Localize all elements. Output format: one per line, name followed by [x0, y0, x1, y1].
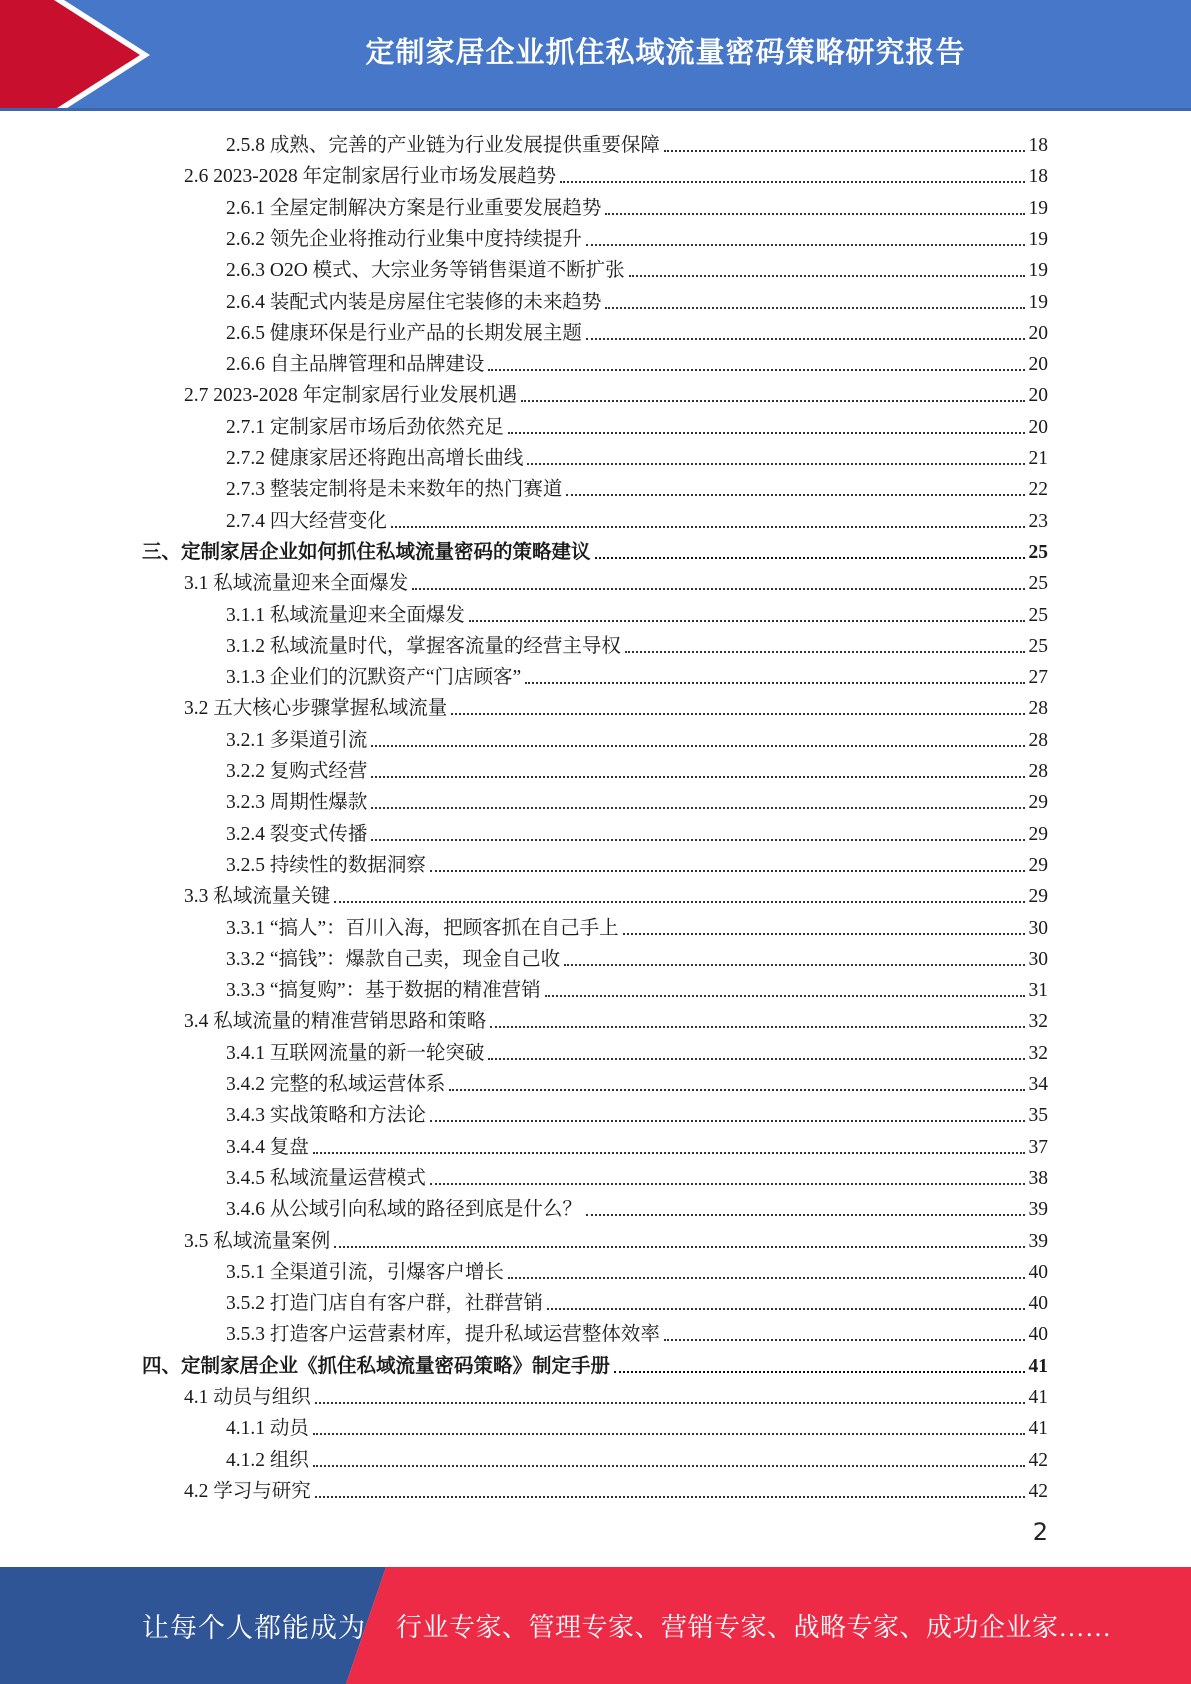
- toc-entry-page: 42: [1028, 1480, 1048, 1502]
- red-chevron-logo: [0, 0, 160, 110]
- toc-entry-title: 3.3.1 “搞人”：百川入海，把顾客抓在自己手上: [226, 917, 619, 939]
- toc-entry-title: 3.4.6 从公域引向私域的路径到底是什么？: [226, 1199, 582, 1221]
- toc-dot-leader: [371, 807, 1024, 809]
- toc-dot-leader: [525, 682, 1024, 684]
- toc-entry-title: 3.5.1 全渠道引流，引爆客户增长: [226, 1261, 504, 1283]
- toc-entry-page: 42: [1028, 1449, 1048, 1471]
- toc-entry[interactable]: [226, 221, 1048, 252]
- toc-entry-title: 3.1.3 企业们的沉默资产“门店顾客”: [226, 667, 522, 689]
- toc-entry[interactable]: [184, 878, 1048, 909]
- toc-entry-title: 3.3 私域流量关键: [184, 886, 331, 908]
- toc-dot-leader: [586, 338, 1025, 340]
- toc-dot-leader: [586, 1214, 1025, 1216]
- toc-entry-page: 25: [1028, 541, 1048, 563]
- toc-dot-leader: [605, 307, 1024, 309]
- toc-entry-title: 3.1.1 私域流量迎来全面爆发: [226, 604, 465, 626]
- toc-entry-title: 4.1 动员与组织: [184, 1387, 311, 1408]
- toc-entry-page: 19: [1028, 291, 1048, 313]
- toc-dot-leader: [490, 1026, 1024, 1028]
- footer-slogan-right: 行业专家、管理专家、营销专家、战略专家、成功企业家……: [396, 1613, 1112, 1642]
- toc-entry-page: 41: [1028, 1355, 1048, 1377]
- toc-entry[interactable]: [226, 1129, 1048, 1160]
- toc-entry-title: 3.5 私域流量案例: [184, 1230, 331, 1252]
- toc-entry-title: 3.1 私域流量迎来全面爆发: [184, 573, 409, 595]
- toc-entry-title: 2.7.1 定制家居市场后劲依然充足: [226, 416, 504, 438]
- toc-entry-page: 32: [1028, 1011, 1048, 1033]
- toc-entry-page: 29: [1028, 792, 1048, 814]
- toc-entry[interactable]: [226, 440, 1048, 471]
- toc-dot-leader: [566, 494, 1024, 496]
- toc-dot-leader: [313, 1465, 1025, 1467]
- toc-entry-title: 2.6.1 全屋定制解决方案是行业重要发展趋势: [226, 197, 602, 219]
- toc-dot-leader: [315, 1402, 1025, 1404]
- toc-entry[interactable]: [226, 346, 1048, 377]
- toc-dot-leader: [508, 432, 1025, 434]
- toc-entry-title: 3.1.2 私域流量时代，掌握客流量的经营主导权: [226, 635, 621, 657]
- document-title: 定制家居企业抓住私域流量密码策略研究报告: [365, 34, 966, 69]
- toc-dot-leader: [371, 776, 1024, 778]
- toc-entry-page: 25: [1028, 635, 1048, 657]
- header-divider: [0, 108, 1191, 111]
- toc-entry-title: 3.4.4 复盘: [226, 1136, 309, 1158]
- toc-dot-leader: [488, 369, 1024, 371]
- footer-slogan-left: 让每个人都能成为: [142, 1613, 366, 1643]
- toc-dot-leader: [391, 526, 1025, 528]
- toc-entry-page: 38: [1028, 1167, 1048, 1189]
- toc-entry[interactable]: [184, 1379, 1048, 1410]
- toc-entry-page: 40: [1028, 1293, 1048, 1315]
- toc-entry-page: 40: [1028, 1261, 1048, 1283]
- toc-entry-page: 31: [1028, 980, 1048, 1002]
- toc-entry-title: 3.2.4 裂变式传播: [226, 823, 368, 845]
- toc-entry-page: 20: [1028, 416, 1048, 438]
- toc-entry-title: 4.1.2 组织: [226, 1449, 309, 1471]
- toc-entry-title: 3.2.5 持续性的数据洞察: [226, 854, 426, 876]
- toc-dot-leader: [614, 1371, 1024, 1373]
- toc-entry[interactable]: [226, 1066, 1048, 1097]
- toc-entry[interactable]: [226, 847, 1048, 878]
- toc-entry-page: 21: [1028, 448, 1048, 469]
- toc-entry-page: 22: [1028, 479, 1048, 501]
- toc-entry-title: 3.4.2 完整的私域运营体系: [226, 1074, 446, 1095]
- toc-entry-page: 39: [1028, 1230, 1048, 1252]
- toc-dot-leader: [451, 713, 1024, 715]
- toc-entry[interactable]: [184, 690, 1048, 721]
- toc-entry-page: 34: [1028, 1074, 1048, 1095]
- toc-entry-title: 三、定制家居企业如何抓住私域流量密码的策略建议: [142, 541, 591, 563]
- toc-entry-title: 2.6.5 健康环保是行业产品的长期发展主题: [226, 322, 582, 344]
- toc-entry-page: 25: [1028, 604, 1048, 626]
- toc-dot-leader: [664, 1339, 1025, 1341]
- toc-entry[interactable]: [226, 1285, 1048, 1316]
- toc-dot-leader: [371, 839, 1024, 841]
- toc-entry-page: 29: [1028, 823, 1048, 845]
- toc-entry-title: 3.4.5 私域流量运营模式: [226, 1167, 426, 1189]
- toc-entry-page: 23: [1028, 510, 1048, 532]
- toc-dot-leader: [430, 1183, 1025, 1185]
- toc-entry[interactable]: [226, 910, 1048, 941]
- toc-dot-leader: [469, 620, 1025, 622]
- toc-entry-page: 41: [1028, 1418, 1048, 1440]
- toc-entry-page: 27: [1028, 667, 1048, 689]
- toc-dot-leader: [521, 400, 1024, 402]
- toc-entry-title: 3.2.2 复购式经营: [226, 761, 368, 782]
- toc-entry[interactable]: [142, 534, 1048, 565]
- toc-entry-title: 2.5.8 成熟、完善的产业链为行业发展提供重要保障: [226, 135, 660, 156]
- toc-entry-title: 2.7 2023-2028 年定制家居行业发展机遇: [184, 385, 518, 407]
- toc-dot-leader: [313, 1433, 1025, 1435]
- toc-entry-page: 30: [1028, 917, 1048, 939]
- toc-entry-page: 37: [1028, 1136, 1048, 1158]
- toc-entry[interactable]: [226, 409, 1048, 440]
- toc-dot-leader: [564, 964, 1024, 966]
- toc-entry-page: 19: [1028, 228, 1048, 250]
- toc-dot-leader: [412, 588, 1024, 590]
- toc-entry-page: 20: [1028, 322, 1048, 344]
- toc-entry[interactable]: [184, 565, 1048, 596]
- toc-dot-leader: [545, 995, 1025, 997]
- toc-entry[interactable]: [226, 659, 1048, 690]
- toc-entry-page: 39: [1028, 1199, 1048, 1221]
- toc-dot-leader: [664, 150, 1025, 152]
- page-footer: [0, 1567, 1191, 1684]
- toc-entry[interactable]: [184, 1223, 1048, 1254]
- toc-entry[interactable]: [226, 1254, 1048, 1285]
- toc-dot-leader: [371, 745, 1024, 747]
- toc-entry-page: 19: [1028, 197, 1048, 219]
- toc-entry-page: 29: [1028, 854, 1048, 876]
- toc-dot-leader: [334, 1246, 1024, 1248]
- toc-entry[interactable]: [226, 972, 1048, 1003]
- toc-dot-leader: [488, 1058, 1024, 1060]
- toc-entry-title: 3.2.1 多渠道引流: [226, 729, 368, 751]
- toc-entry[interactable]: [226, 628, 1048, 659]
- toc-entry-title: 2.6.6 自主品牌管理和品牌建设: [226, 354, 485, 376]
- toc-entry-title: 3.2 五大核心步骤掌握私域流量: [184, 698, 448, 720]
- toc-entry[interactable]: [226, 1097, 1048, 1128]
- toc-entry[interactable]: [184, 1003, 1048, 1034]
- toc-entry[interactable]: [226, 816, 1048, 847]
- toc-entry-page: 30: [1028, 948, 1048, 970]
- toc-entry[interactable]: [226, 315, 1048, 346]
- page-header: [0, 0, 1191, 110]
- toc-entry[interactable]: [226, 1191, 1048, 1222]
- toc-entry-page: 32: [1028, 1042, 1048, 1064]
- toc-entry-title: 3.5.2 打造门店自有客户群，社群营销: [226, 1293, 543, 1315]
- toc-entry[interactable]: [226, 597, 1048, 628]
- toc-entry-title: 4.2 学习与研究: [184, 1480, 311, 1502]
- toc-dot-leader: [629, 275, 1025, 277]
- toc-entry[interactable]: [226, 1035, 1048, 1066]
- toc-entry-page: 19: [1028, 260, 1048, 282]
- toc-dot-leader: [560, 181, 1024, 183]
- toc-entry[interactable]: [226, 503, 1048, 534]
- toc-entry[interactable]: [226, 722, 1048, 753]
- toc-entry-page: 20: [1028, 354, 1048, 376]
- toc-dot-leader: [334, 901, 1024, 903]
- toc-dot-leader: [623, 933, 1025, 935]
- toc-entry-title: 3.3.3 “搞复购”：基于数据的精准营销: [226, 980, 541, 1002]
- toc-entry[interactable]: [226, 1410, 1048, 1441]
- toc-entry-page: 40: [1028, 1324, 1048, 1346]
- toc-entry[interactable]: [226, 1316, 1048, 1347]
- toc-dot-leader: [595, 557, 1025, 559]
- toc-entry[interactable]: [226, 252, 1048, 283]
- toc-dot-leader: [315, 1496, 1025, 1498]
- toc-entry[interactable]: [226, 190, 1048, 221]
- toc-entry[interactable]: [226, 941, 1048, 972]
- toc-dot-leader: [586, 244, 1025, 246]
- toc-entry-page: 28: [1028, 729, 1048, 751]
- toc-entry-page: 28: [1028, 698, 1048, 720]
- toc-dot-leader: [449, 1089, 1024, 1091]
- toc-entry[interactable]: [226, 471, 1048, 502]
- toc-entry-title: 2.7.3 整装定制将是未来数年的热门赛道: [226, 479, 563, 501]
- toc-entry-page: 29: [1028, 886, 1048, 908]
- toc-dot-leader: [605, 213, 1024, 215]
- toc-entry-page: 18: [1028, 135, 1048, 156]
- toc-entry-page: 25: [1028, 573, 1048, 595]
- toc-entry[interactable]: [226, 1442, 1048, 1473]
- toc-entry-title: 3.4 私域流量的精准营销思路和策略: [184, 1011, 487, 1033]
- toc-dot-leader: [547, 1308, 1025, 1310]
- toc-entry-title: 3.3.2 “搞钱”：爆款自己卖，现金自己收: [226, 948, 561, 970]
- toc-dot-leader: [625, 651, 1025, 653]
- toc-entry[interactable]: [226, 284, 1048, 315]
- toc-entry[interactable]: [142, 1348, 1048, 1379]
- toc-entry-title: 3.4.1 互联网流量的新一轮突破: [226, 1042, 485, 1064]
- toc-entry-title: 2.7.2 健康家居还将跑出高增长曲线: [226, 448, 524, 469]
- toc-entry-page: 18: [1028, 166, 1048, 188]
- toc-entry-title: 2.6.3 O2O 模式、大宗业务等销售渠道不断扩张: [226, 260, 625, 282]
- toc-dot-leader: [430, 870, 1025, 872]
- toc-entry[interactable]: [226, 784, 1048, 815]
- toc-entry-title: 3.4.3 实战策略和方法论: [226, 1105, 426, 1127]
- toc-entry-title: 2.7.4 四大经营变化: [226, 510, 387, 532]
- toc-entry[interactable]: [184, 1473, 1048, 1504]
- toc-dot-leader: [313, 1152, 1025, 1154]
- toc-entry-title: 2.6.2 领先企业将推动行业集中度持续提升: [226, 228, 582, 250]
- toc-dot-leader: [508, 1277, 1025, 1279]
- toc-entry[interactable]: [226, 127, 1048, 158]
- toc-entry-title: 2.6.4 装配式内装是房屋住宅装修的未来趋势: [226, 291, 602, 313]
- toc-entry-page: 28: [1028, 761, 1048, 782]
- toc-entry-page: 20: [1028, 385, 1048, 407]
- toc-dot-leader: [430, 1120, 1025, 1122]
- toc-entry[interactable]: [184, 158, 1048, 189]
- toc-entry-page: 41: [1028, 1387, 1048, 1408]
- toc-entry-title: 3.2.3 周期性爆款: [226, 792, 368, 814]
- page-number: 2: [1032, 1518, 1048, 1546]
- toc-entry-title: 2.6 2023-2028 年定制家居行业市场发展趋势: [184, 166, 557, 188]
- toc-entry[interactable]: [226, 1160, 1048, 1191]
- toc-entry-title: 3.5.3 打造客户运营素材库，提升私域运营整体效率: [226, 1324, 660, 1346]
- toc-dot-leader: [527, 463, 1024, 465]
- toc-entry-title: 四、定制家居企业《抓住私域流量密码策略》制定手册: [142, 1355, 611, 1377]
- toc-entry-title: 4.1.1 动员: [226, 1418, 309, 1440]
- toc-entry-page: 35: [1028, 1105, 1048, 1127]
- toc-entry[interactable]: [226, 753, 1048, 784]
- toc-entry[interactable]: [184, 377, 1048, 408]
